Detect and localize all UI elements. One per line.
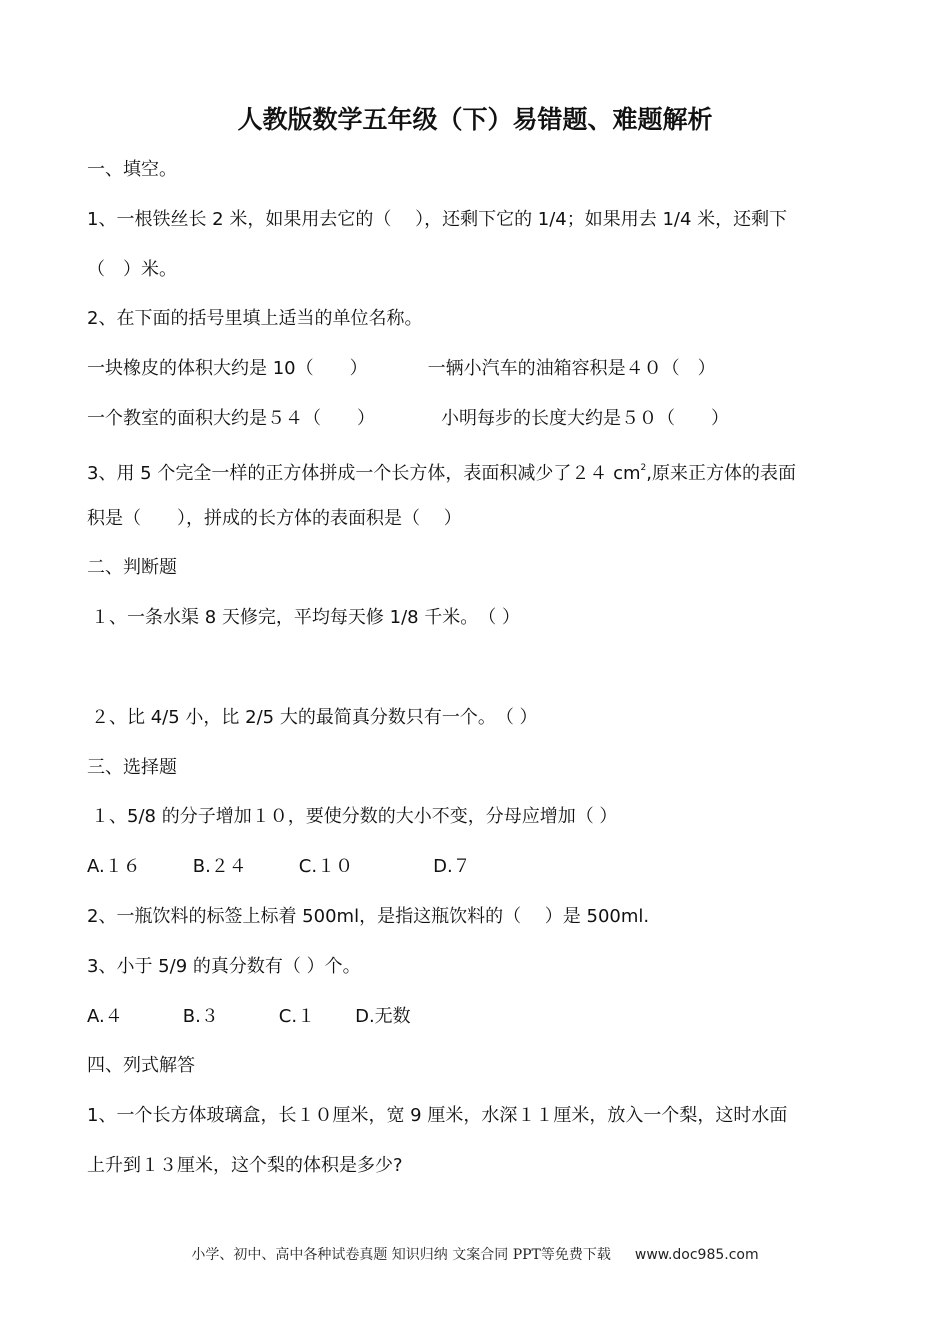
choice-question-1-options (87, 842, 877, 892)
section-heading-choice: 三、选择题 (87, 756, 177, 778)
footer-url-link[interactable]: www.doc985.com (634, 1247, 759, 1263)
option-d: D.７ (433, 856, 471, 878)
option-b: B.３ (182, 1005, 219, 1027)
superscript-exponent: 2 (640, 462, 647, 473)
document-body (87, 145, 877, 1191)
page-title: 人教版数学五年级（下）易错题、难题解析 (237, 105, 713, 134)
option-d: D.无数 (355, 1005, 411, 1027)
fill-question-2-item-b: 一辆小汽车的油箱容积是４０（ ） (427, 358, 716, 380)
fill-question-2-row-2 (87, 394, 877, 444)
section-heading-solve: 四、列式解答 (87, 1055, 195, 1077)
fill-question-2-intro: 2、在下面的括号里填上适当的单位名称。 (87, 308, 423, 330)
option-c: C.１０ (298, 856, 354, 878)
fill-question-3-line-1 (87, 444, 877, 494)
fill-question-3-text-a: 3、用 5 个完全一样的正方体拼成一个长方体，表面积减少了２４ cm (87, 462, 641, 484)
blank-line (87, 643, 877, 693)
option-b: B.２４ (192, 856, 247, 878)
footer-text: 小学、初中、高中各种试卷真题 知识归纳 文案合同 PPT等免费下载 (191, 1247, 611, 1263)
fill-question-3-line-2: 积是（ ），拼成的长方体的表面积是（ ） (87, 507, 462, 529)
judge-question-2: ２、比 4/5 小，比 2/5 大的最简真分数只有一个。 （ ） (91, 706, 538, 728)
fill-question-1-line-2: （ ）米。 (87, 258, 177, 280)
section-heading-judge: 二、判断题 (87, 557, 177, 579)
choice-question-3: 3、小于 5/9 的真分数有（ ）个。 (87, 955, 361, 977)
fill-question-2-item-d: 小明每步的长度大约是５０（ ） (441, 407, 729, 429)
choice-question-1: １、5/8 的分子增加１０，要使分数的大小不变，分母应增加（ ） (91, 806, 618, 828)
fill-question-2-item-c: 一个教室的面积大约是５４（ ） (87, 407, 375, 429)
page-footer (0, 1240, 950, 1270)
choice-question-3-options (87, 992, 877, 1042)
solve-question-1-line-2: 上升到１３厘米，这个梨的体积是多少? (87, 1154, 403, 1176)
judge-question-1: １、一条水渠 8 天修完，平均每天修 1/8 千米。 （ ） (91, 607, 521, 629)
fill-question-3-text-b: ,原来正方体的表面 (646, 462, 796, 484)
fill-question-2-row-1 (87, 344, 877, 394)
section-heading-fill: 一、填空。 (87, 159, 177, 180)
option-a: A.４ (87, 1005, 123, 1027)
fill-question-2-item-a: 一块橡皮的体积大约是 10（ ） (87, 358, 368, 380)
fill-question-1-line-1: 1、一根铁丝长 2 米，如果用去它的（ ），还剩下它的 1/4；如果用去 1/4 米，还剩下 (87, 208, 788, 230)
choice-question-2: 2、一瓶饮料的标签上标着 500ml，是指这瓶饮料的（ ）是 500ml. (87, 905, 650, 927)
option-c: C.１ (278, 1005, 316, 1027)
solve-question-1-line-1: 1、一个长方体玻璃盒，长１０厘米，宽 9 厘米，水深１１厘米，放入一个梨，这时水面 (87, 1105, 788, 1127)
option-a: A.１６ (87, 856, 141, 878)
